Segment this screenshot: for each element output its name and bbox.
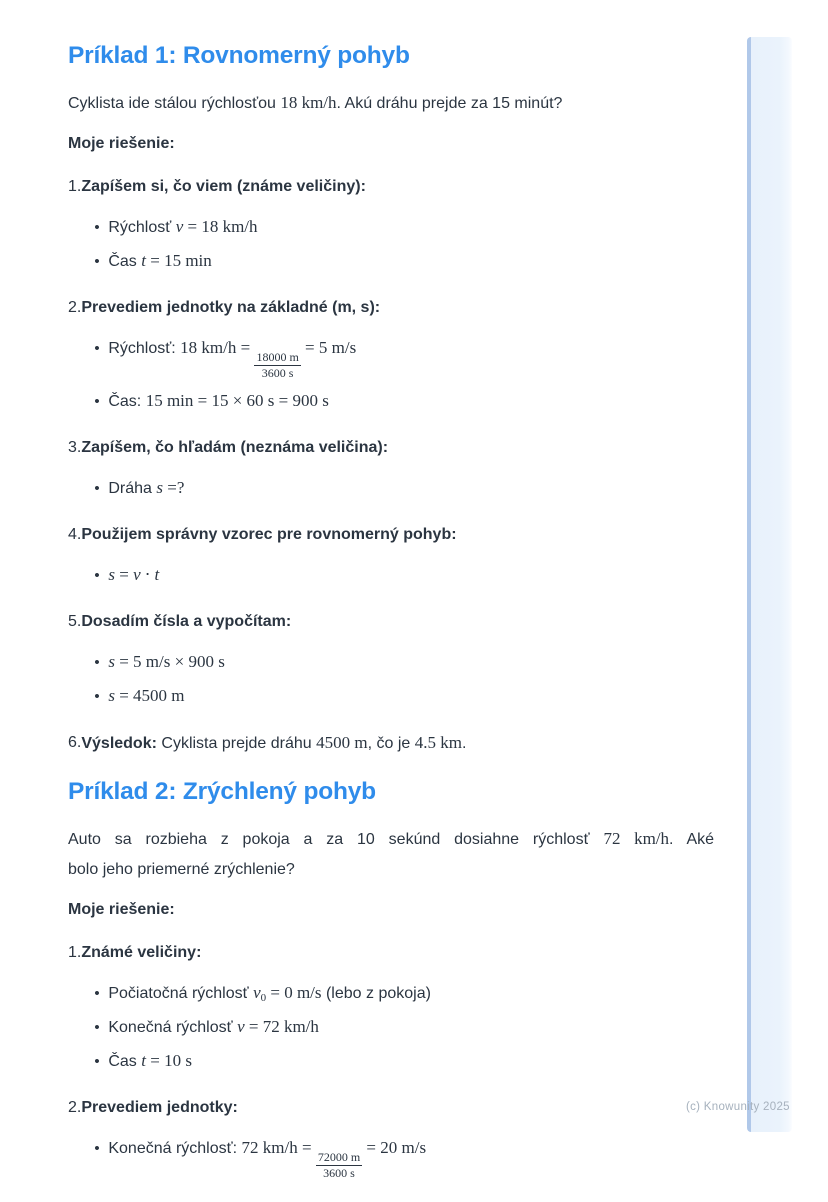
text-segment: bolo jeho priemerné zrýchlenie? [68, 861, 295, 878]
bullet-icon: • [94, 393, 100, 410]
bullet-icon: • [94, 688, 100, 705]
bullet-icon: • [94, 480, 100, 497]
math-text: 15 min = 15 × 60 s = 900 s [145, 391, 329, 410]
step-heading [81, 175, 714, 199]
step-number: 1. [68, 178, 82, 195]
text-segment: Čas: [108, 393, 146, 410]
bullet-list [81, 1136, 714, 1180]
math-variable: $v_0$ [253, 983, 267, 1004]
bullet-item [81, 389, 714, 414]
section-title: Príklad 1: Rovnomerný pohyb [68, 42, 410, 69]
step-number: 1. [68, 944, 82, 961]
math-text: 4.5 km [414, 733, 462, 752]
fraction-numerator: 18000 m [256, 350, 299, 364]
bullet-text [108, 336, 356, 380]
solution-step [68, 296, 714, 414]
step-label: Prevediem jednotky na základné (m, s): [81, 299, 381, 316]
math-text: = 5 m/s [300, 338, 357, 357]
bullet-icon: • [94, 219, 100, 236]
math-variable: t [141, 251, 146, 270]
solution-step [68, 941, 714, 1074]
math-variable: t [154, 565, 160, 584]
bullet-text [108, 1015, 319, 1040]
bullet-item [81, 336, 714, 380]
text-segment: Konečná rýchlosť: [108, 1140, 242, 1157]
solution-step [68, 610, 714, 709]
math-variable: v [237, 1017, 245, 1036]
solution-steps [68, 175, 714, 756]
bullet-text [108, 684, 184, 709]
solution-step [68, 523, 714, 588]
bullet-icon: • [94, 1140, 100, 1157]
bullet-icon: • [94, 253, 100, 270]
problem-statement [68, 88, 714, 119]
bullet-text [108, 1049, 192, 1074]
bullet-item [81, 476, 714, 501]
step-body [81, 436, 714, 501]
step-heading [81, 436, 714, 460]
step-label: Známé veličiny: [81, 944, 202, 961]
step-heading [81, 296, 714, 320]
text-segment: , čo je [367, 735, 415, 752]
bullet-text [108, 215, 257, 240]
fraction [316, 1151, 362, 1180]
bullet-text [108, 389, 329, 414]
math-text: = [114, 565, 134, 584]
step-label: Dosadím čísla a vypočítam: [81, 613, 292, 630]
step-body [81, 1096, 714, 1180]
bullet-list [81, 563, 714, 588]
fraction-denominator: 3600 s [323, 1166, 355, 1180]
bullet-icon: • [94, 340, 100, 357]
problem-statement [68, 824, 714, 885]
step-heading [81, 523, 714, 547]
bullet-text [108, 1136, 426, 1180]
math-text: = 5 m/s × 900 s [114, 652, 225, 671]
step-label: Prevediem jednotky: [81, 1099, 238, 1116]
math-text: = 0 m/s [266, 983, 322, 1002]
text-segment: Čas [108, 253, 142, 270]
step-number: 4. [68, 526, 82, 543]
math-variable: t [141, 1051, 146, 1070]
bullet-text [108, 650, 224, 675]
example-section [68, 42, 714, 756]
math-text: = 10 s [145, 1051, 192, 1070]
math-text: 18 km/h [280, 93, 337, 112]
solution-label: Moje riešenie: [68, 901, 175, 918]
solution-step [68, 175, 714, 274]
solution-label: Moje riešenie: [68, 135, 175, 152]
math-text: 4500 m [316, 733, 368, 752]
example-section [68, 778, 714, 1180]
text-segment: Cyklista prejde dráhu [156, 735, 317, 752]
bullet-item [81, 684, 714, 709]
bullet-item [81, 1136, 714, 1180]
bullet-item [81, 981, 714, 1006]
problem-text-line [68, 88, 714, 119]
bullet-item [81, 215, 714, 240]
math-text: =? [163, 478, 185, 497]
step-number: 6. [68, 734, 82, 751]
step-heading [81, 1096, 714, 1120]
text-segment: . Aké [669, 831, 715, 848]
problem-text-line [68, 855, 714, 885]
step-number: 2. [68, 1099, 82, 1116]
bullet-text [108, 981, 431, 1006]
step-body [81, 610, 714, 709]
step-number: 2. [68, 299, 82, 316]
step-heading [81, 610, 714, 634]
math-variable: s [108, 686, 115, 705]
bullet-item [81, 563, 714, 588]
text-segment: . Akú dráhu prejde za 15 minút? [336, 95, 563, 112]
bullet-item [81, 249, 714, 274]
step-heading [81, 731, 714, 756]
step-label: Zapíšem, čo hľadám (neznáma veličina): [81, 439, 389, 456]
math-text: 72 km/h = [241, 1138, 316, 1157]
text-segment: Konečná rýchlosť [108, 1019, 238, 1036]
bullet-icon: • [94, 1019, 100, 1036]
bullet-item [81, 1049, 714, 1074]
solution-step [68, 1096, 714, 1180]
text-segment: Rýchlosť: [108, 340, 181, 357]
math-text: = 20 m/s [362, 1138, 427, 1157]
step-body [81, 523, 714, 588]
math-text: = 18 km/h [183, 217, 258, 236]
bullet-icon: • [94, 1053, 100, 1070]
step-label: Zapíšem si, čo viem (známe veličiny): [81, 178, 366, 195]
bullet-icon: • [94, 654, 100, 671]
math-subscript: 0 [260, 992, 267, 1004]
bullet-list [81, 215, 714, 274]
bullet-text [108, 563, 159, 588]
math-variable: s [108, 652, 115, 671]
step-heading [81, 941, 714, 965]
step-body [81, 731, 714, 756]
bullet-list [81, 476, 714, 501]
bullet-list [81, 336, 714, 414]
step-label: Výsledok: [81, 735, 157, 752]
bullet-icon: • [94, 985, 100, 1002]
text-segment: Rýchlosť [108, 219, 176, 236]
math-text: 72 km/h [603, 829, 670, 848]
bullet-item [81, 650, 714, 675]
solution-step [68, 436, 714, 501]
scrollbar-track[interactable] [747, 37, 792, 1132]
text-segment: Čas [108, 1053, 142, 1070]
fraction [254, 351, 300, 380]
math-text: = 4500 m [114, 686, 185, 705]
math-text: = 15 min [145, 251, 212, 270]
bullet-text [108, 249, 211, 274]
math-text: 18 km/h = [180, 338, 255, 357]
text-segment: Počiatočná rýchlosť [108, 985, 254, 1002]
text-segment: Dráha [108, 480, 157, 497]
math-text: = 72 km/h [244, 1017, 319, 1036]
step-number: 5. [68, 613, 82, 630]
math-variable: v [133, 565, 141, 584]
section-title: Príklad 2: Zrýchlený pohyb [68, 778, 376, 805]
document-content [68, 42, 714, 1202]
math-variable: s [108, 565, 115, 584]
bullet-list [81, 650, 714, 709]
fraction-numerator: 72000 m [317, 1150, 361, 1164]
bullet-list [81, 981, 714, 1074]
bullet-item [81, 1015, 714, 1040]
step-body [81, 296, 714, 414]
math-variable: s [156, 478, 163, 497]
fraction-denominator: 3600 s [261, 366, 294, 380]
step-body [81, 941, 714, 1074]
bullet-icon: • [94, 567, 100, 584]
text-segment: . [461, 735, 467, 752]
watermark: (c) Knowunity 2025 [686, 1101, 790, 1113]
step-number: 3. [68, 439, 82, 456]
step-body [81, 175, 714, 274]
math-text: ⋅ [140, 565, 155, 584]
text-segment: Auto sa rozbieha z pokoja a za 10 sekúnd dosiahne rýchlosť [68, 831, 604, 848]
text-segment: (lebo z pokoja) [321, 985, 431, 1002]
bullet-text [108, 476, 184, 501]
problem-text-line [68, 824, 714, 855]
solution-step [68, 731, 714, 756]
step-label: Použijem správny vzorec pre rovnomerný pohyb: [81, 526, 457, 543]
math-variable: v [175, 217, 184, 236]
text-segment: Cyklista ide stálou rýchlosťou [68, 95, 281, 112]
solution-steps [68, 941, 714, 1180]
